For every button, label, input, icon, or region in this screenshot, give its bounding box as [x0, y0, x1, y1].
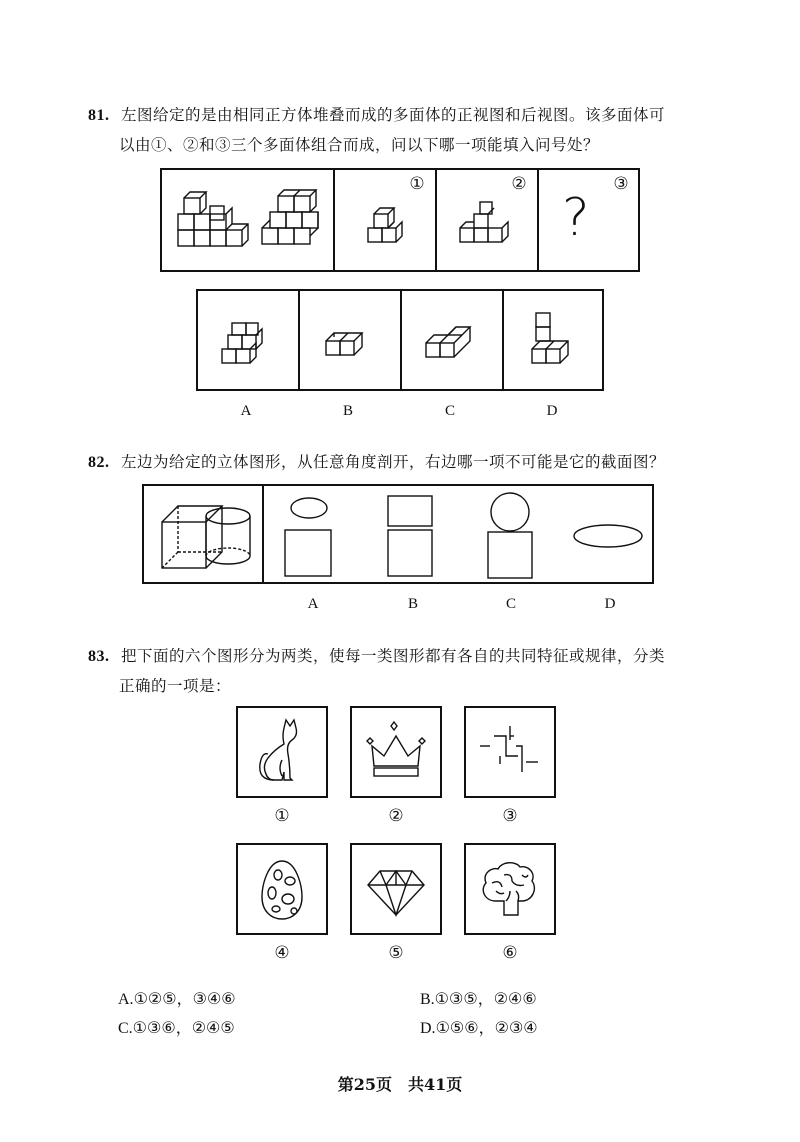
q81-given-figure-box — [160, 168, 640, 272]
q81-option-c-icon[interactable] — [422, 321, 482, 381]
q83-figure-1 — [236, 706, 328, 798]
q81-option-d-label: D — [546, 403, 558, 419]
q83-answer-b[interactable] — [420, 986, 537, 1009]
q83-figure-label-5: ⑤ — [388, 943, 404, 963]
q83-figure-4 — [236, 843, 328, 935]
q82-option-b-label: B — [407, 596, 418, 612]
q83-figure-label-1: ① — [274, 806, 290, 826]
q83-figure-5 — [350, 843, 442, 935]
q83-answer-b-label: B. — [420, 991, 435, 1008]
q83-figure-label-3: ③ — [502, 806, 518, 826]
broken-lines-icon — [466, 708, 554, 796]
q81-option-d-icon[interactable] — [528, 307, 588, 377]
egg-icon — [238, 845, 326, 933]
q83-answer-d-text: ①⑤⑥，②③④ — [435, 1020, 538, 1037]
q81-option-a-icon[interactable] — [218, 319, 278, 379]
q83-figure-label-6: ⑥ — [502, 943, 518, 963]
q81-option-c-label: C — [444, 403, 455, 419]
q81-option-a-label: A — [240, 403, 252, 419]
q81-part2-icon — [450, 198, 520, 258]
q83-line1 — [88, 641, 665, 672]
q83-answer-d[interactable] — [420, 1015, 538, 1038]
q83-answer-c-label: C. — [118, 1020, 133, 1037]
q81-text-line2: 以由①、②和③三个多面体组合而成，问以下哪一项能填入问号处？ — [119, 136, 600, 154]
q81-part1-icon — [358, 198, 418, 258]
q81-line1 — [88, 100, 665, 131]
q81-part-label-2: ② — [511, 174, 527, 194]
q83-answer-c[interactable] — [118, 1015, 235, 1038]
q82-option-d-icon[interactable] — [570, 492, 650, 582]
q81-part-label-3: ③ — [613, 174, 629, 194]
q82-figure-box — [142, 484, 654, 584]
q82-solid-icon — [150, 486, 260, 582]
q81-options-box — [196, 289, 604, 391]
q82-option-b-icon[interactable] — [382, 492, 442, 582]
q81-part-label-1: ① — [409, 174, 425, 194]
q82-text-line1: 左边为给定的立体图形，从任意角度剖开，右边哪一项不可能是它的截面图？ — [120, 453, 665, 471]
brain-tree-icon — [466, 845, 554, 933]
q82-option-c-icon[interactable] — [480, 492, 540, 582]
q82-option-c-label: C — [505, 596, 516, 612]
q82-option-a-icon[interactable] — [282, 492, 342, 582]
q83-figure-6 — [464, 843, 556, 935]
q81-front-view-icon — [166, 170, 326, 270]
q83-number: 83. — [88, 648, 110, 665]
q83-figure-label-2: ② — [388, 806, 404, 826]
q83-figure-2 — [350, 706, 442, 798]
crown-icon — [352, 708, 440, 796]
q83-figure-label-4: ④ — [274, 943, 290, 963]
page-footer: 第25页 共41页 — [337, 1075, 463, 1094]
q81-number: 81. — [88, 107, 110, 124]
q83-answer-c-text: ①③⑥，②④⑤ — [132, 1020, 235, 1037]
q83-answer-a[interactable] — [118, 986, 236, 1009]
diamond-icon — [352, 845, 440, 933]
q81-option-b-label: B — [342, 403, 353, 419]
q82-option-a-label: A — [307, 596, 319, 612]
q83-text-line2: 正确的一项是： — [119, 677, 232, 695]
q83-figure-3 — [464, 706, 556, 798]
q81-text-line1: 左图给定的是由相同正方体堆叠而成的多面体的正视图和后视图。该多面体可 — [120, 106, 665, 124]
q81-question-mark: ? — [562, 188, 590, 248]
q81-option-b-icon[interactable] — [322, 321, 382, 381]
cat-icon — [238, 708, 326, 796]
q83-answer-a-text: ①②⑤，③④⑥ — [133, 991, 236, 1008]
q82-number: 82. — [88, 454, 110, 471]
q83-answer-b-text: ①③⑤，②④⑥ — [434, 991, 537, 1008]
q82-option-d-label: D — [604, 596, 616, 612]
q82-line1 — [88, 447, 665, 478]
q83-text-line1: 把下面的六个图形分为两类，使每一类图形都有各自的共同特征或规律，分类 — [120, 647, 665, 665]
q83-answer-a-label: A. — [118, 991, 134, 1008]
q83-answer-d-label: D. — [420, 1020, 436, 1037]
